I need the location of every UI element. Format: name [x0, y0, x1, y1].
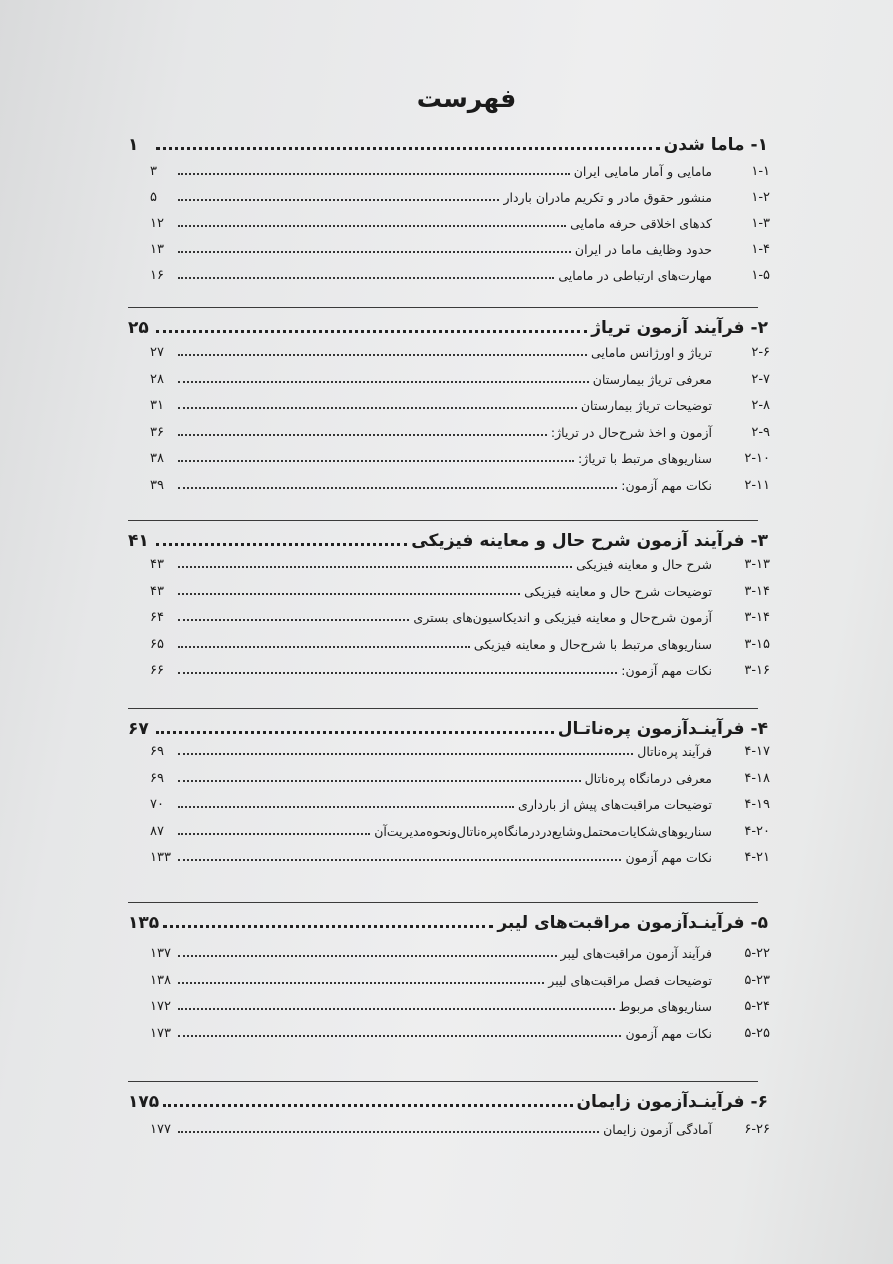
entry-title: فرآیند آزمون مراقبت‌های لیبر: [560, 946, 712, 961]
chapter-page-number: ۱۷۵: [128, 1092, 160, 1112]
entry-page-number: ۱۳۳: [150, 850, 171, 865]
entry-page-number: ۶۵: [150, 636, 164, 652]
chapter-number: ۱-: [750, 135, 768, 155]
entry-number: ۳-۱۴: [744, 610, 770, 625]
toc-entry: [150, 242, 770, 257]
entry-title: نکات مهم آزمون:: [621, 477, 712, 493]
dot-leader: [178, 378, 589, 383]
chapter-heading: [128, 913, 768, 933]
entry-page-number: ۶۹: [150, 744, 164, 759]
section-divider: [128, 708, 758, 709]
toc-entry: [150, 557, 770, 572]
chapter-heading: [128, 1092, 768, 1112]
entry-page-number: ۳۶: [150, 424, 164, 440]
entry-title: نکات مهم آزمون:: [621, 663, 712, 678]
entry-title: نکات مهم آزمون: [625, 1025, 712, 1041]
entry-number: ۲-۱۱: [744, 477, 770, 493]
entry-title: آمادگی آزمون زایمان: [603, 1122, 712, 1137]
entry-title: سناریوهای مرتبط با شرح‌حال و معاینه فیزیکی: [473, 636, 712, 652]
dot-leader: [178, 170, 570, 175]
entry-title: توضیحات فصل مراقبت‌های لیبر: [548, 972, 712, 988]
toc-entry: [150, 345, 770, 360]
entry-page-number: ۸۷: [150, 823, 164, 839]
dot-leader: [178, 669, 617, 674]
dot-leader: [178, 431, 547, 436]
section-divider: [128, 902, 758, 903]
chapter-number: ۳-: [750, 531, 768, 551]
entry-number: ۴-۱۷: [744, 744, 770, 759]
entry-page-number: ۳۹: [150, 477, 164, 493]
chapter-title: فرآینـدآزمون زایمان: [576, 1092, 745, 1112]
toc-entry: [150, 797, 770, 812]
toc-entry: [150, 663, 770, 678]
dot-leader: [156, 143, 660, 150]
chapter-number: ۲-: [750, 318, 768, 338]
entry-title: معرفی درمانگاه پره‌ناتال: [584, 770, 712, 786]
entry-title: توضیحات تریاژ بیمارستان: [580, 398, 712, 413]
entry-number: ۱-۳: [751, 216, 770, 231]
section-divider: [128, 520, 758, 521]
chapter-title: فرآیند آزمون شرح حال و معاینه فیزیکی: [411, 531, 745, 551]
chapter-page-number: ۴۱: [128, 531, 149, 551]
section-divider: [128, 1081, 758, 1082]
chapter-title: فرآیند آزمون تریاژ: [591, 318, 745, 338]
dot-leader: [178, 248, 571, 253]
toc-entry: [150, 824, 770, 839]
chapter-heading: [128, 531, 768, 551]
dot-leader: [178, 830, 370, 835]
entry-page-number: ۱۳۷: [150, 946, 171, 961]
entry-number: ۲-۷: [751, 371, 770, 387]
dot-leader: [156, 326, 587, 333]
chapter-page-number: ۲۵: [128, 318, 149, 338]
toc-entry: [150, 610, 770, 625]
toc-entry: [150, 850, 770, 865]
entry-page-number: ۱۷۷: [150, 1122, 171, 1137]
dot-leader: [178, 484, 617, 489]
dot-leader: [178, 222, 566, 227]
entry-title: سناریوهای مربوط: [618, 999, 712, 1014]
toc-entry: [150, 216, 770, 231]
entry-number: ۲-۹: [751, 424, 770, 440]
entry-title: شرح حال و معاینه فیزیکی: [576, 557, 712, 572]
dot-leader: [178, 979, 544, 984]
entry-number: ۴-۲۱: [744, 850, 770, 865]
entry-number: ۱-۱: [751, 164, 770, 179]
entry-page-number: ۱۲: [150, 216, 164, 231]
dot-leader: [178, 1032, 621, 1037]
toc-entry: [150, 372, 770, 387]
entry-number: ۵-۲۳: [744, 972, 770, 988]
entry-page-number: ۱۷۳: [150, 1025, 171, 1041]
entry-title: معرفی تریاژ بیمارستان: [592, 371, 712, 387]
entry-title: آزمون و اخذ شرح‌حال در تریاژ:: [550, 424, 712, 440]
entry-page-number: ۳: [150, 164, 157, 179]
toc-entry: [150, 268, 770, 283]
dot-leader: [178, 351, 587, 356]
entry-page-number: ۷۰: [150, 797, 164, 812]
entry-number: ۳-۱۳: [744, 557, 770, 572]
entry-title: مامایی و آمار مامایی ایران: [573, 164, 712, 179]
entry-number: ۴-۱۹: [744, 797, 770, 812]
dot-leader: [156, 539, 407, 546]
dot-leader: [178, 563, 572, 568]
entry-number: ۳-۱۶: [744, 663, 770, 678]
toc-entry: [150, 973, 770, 988]
entry-number: ۵-۲۲: [744, 946, 770, 961]
entry-title: آزمون شرح‌حال و معاینه فیزیکی و اندیکاسیون‌های بستری: [413, 610, 712, 625]
dot-leader: [178, 404, 577, 409]
entry-page-number: ۱۳۸: [150, 972, 171, 988]
entry-number: ۲-۸: [751, 398, 770, 413]
entry-page-number: ۱۳: [150, 242, 164, 257]
entry-number: ۳-۱۴: [744, 583, 770, 599]
dot-leader: [178, 643, 470, 648]
dot-leader: [163, 1100, 572, 1107]
entry-title: نکات مهم آزمون: [625, 850, 712, 865]
toc-entry: [150, 190, 770, 205]
page-title: فهرست: [416, 84, 517, 113]
dot-leader: [178, 590, 520, 595]
entry-number: ۱-۴: [751, 242, 770, 257]
chapter-title: ماما شدن: [663, 135, 745, 155]
toc-entry: [150, 398, 770, 413]
toc-entry: [150, 451, 770, 466]
entry-title: توضیحات مراقبت‌های پیش از بارداری: [517, 797, 712, 812]
entry-page-number: ۵: [150, 190, 157, 205]
chapter-heading: [128, 318, 768, 338]
dot-leader: [163, 921, 493, 928]
chapter-page-number: ۱۳۵: [128, 913, 160, 933]
entry-number: ۲-۱۰: [744, 451, 770, 466]
dot-leader: [178, 952, 557, 957]
dot-leader: [178, 616, 409, 621]
entry-page-number: ۴۳: [150, 557, 164, 572]
chapter-title: فرآینـدآزمون پره‌ناتـال: [557, 719, 745, 739]
entry-number: ۳-۱۵: [744, 636, 770, 652]
entry-page-number: ۳۱: [150, 398, 164, 413]
toc-entry: [150, 584, 770, 599]
entry-page-number: ۱۷۲: [150, 999, 171, 1014]
entry-title: تریاژ و اورژانس مامایی: [590, 345, 712, 360]
toc-entry: [150, 771, 770, 786]
entry-number: ۴-۲۰: [744, 823, 770, 839]
entry-title: مهارت‌های ارتباطی در مامایی: [558, 268, 712, 283]
entry-page-number: ۴۳: [150, 583, 164, 599]
entry-page-number: ۲۷: [150, 345, 164, 360]
chapter-number: ۵-: [750, 913, 768, 933]
entry-title: توضیحات شرح حال و معاینه فیزیکی: [524, 583, 712, 599]
entry-title: سناریوهای‌شکایات‌محتمل‌وشایع‌دردرمانگاه‌پره‌ناتال‌ونحوه‌مدیریت‌آن: [374, 823, 712, 839]
dot-leader: [178, 196, 499, 201]
chapter-number: ۴-: [750, 719, 768, 739]
entry-page-number: ۶۴: [150, 610, 164, 625]
entry-number: ۵-۲۴: [744, 999, 770, 1014]
entry-page-number: ۱۶: [150, 268, 164, 283]
entry-page-number: ۲۸: [150, 371, 164, 387]
dot-leader: [178, 1128, 599, 1133]
entry-title: سناریوهای مرتبط با تریاژ:: [577, 451, 712, 466]
entry-page-number: ۶۹: [150, 770, 164, 786]
dot-leader: [178, 750, 633, 755]
chapter-page-number: ۶۷: [128, 719, 149, 739]
entry-page-number: ۶۶: [150, 663, 164, 678]
chapter-heading: [128, 135, 768, 155]
entry-number: ۱-۵: [751, 268, 770, 283]
entry-number: ۱-۲: [751, 190, 770, 205]
entry-title: فرآیند پره‌ناتال: [637, 744, 712, 759]
entry-number: ۶-۲۶: [744, 1122, 770, 1137]
entry-number: ۴-۱۸: [744, 770, 770, 786]
entry-page-number: ۳۸: [150, 451, 164, 466]
chapter-heading: [128, 719, 768, 739]
toc-entry: [150, 1122, 770, 1137]
dot-leader: [178, 777, 581, 782]
chapter-number: ۶-: [750, 1092, 768, 1112]
toc-entry: [150, 946, 770, 961]
chapter-title: فرآینـدآزمون مراقبت‌های لیبر: [497, 913, 745, 933]
entry-number: ۲-۶: [751, 345, 770, 360]
toc-entry: [150, 744, 770, 759]
entry-title: منشور حقوق مادر و تکریم مادران باردار: [503, 190, 712, 205]
dot-leader: [178, 856, 621, 861]
entry-number: ۵-۲۵: [744, 1025, 770, 1041]
chapter-page-number: ۱: [128, 135, 139, 155]
entry-title: کدهای اخلاقی حرفه مامایی: [570, 216, 712, 231]
toc-entry: [150, 425, 770, 440]
toc-entry: [150, 164, 770, 179]
dot-leader: [178, 803, 514, 808]
toc-entry: [150, 637, 770, 652]
dot-leader: [178, 274, 554, 279]
dot-leader: [178, 1005, 615, 1010]
toc-entry: [150, 999, 770, 1014]
toc-entry: [150, 478, 770, 493]
section-divider: [128, 307, 758, 308]
dot-leader: [178, 457, 574, 462]
entry-title: حدود وظایف ماما در ایران: [574, 242, 712, 257]
dot-leader: [156, 727, 554, 734]
toc-entry: [150, 1026, 770, 1041]
